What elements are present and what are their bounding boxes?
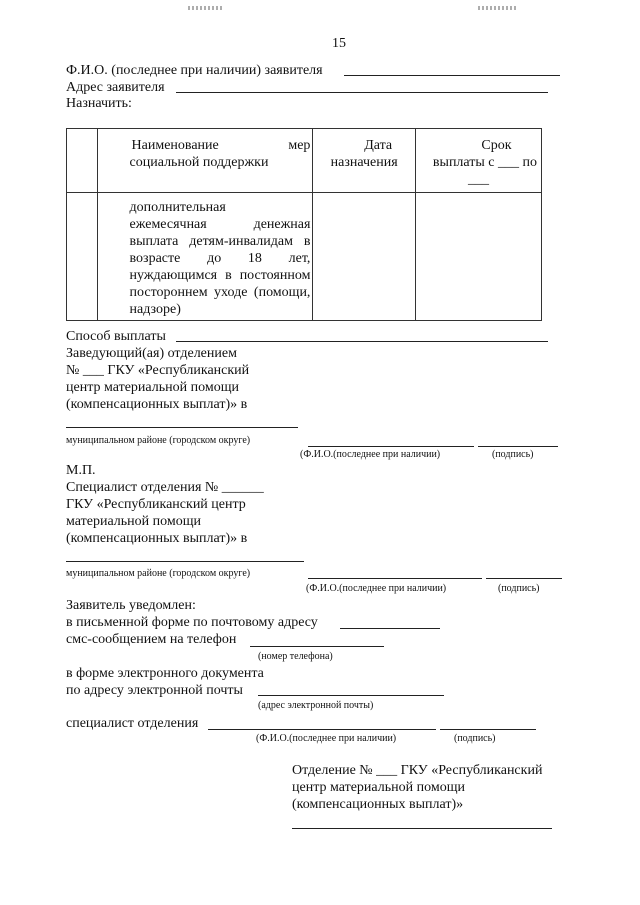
table-cell-empty xyxy=(67,193,98,321)
assign-label: Назначить: xyxy=(66,96,132,111)
head-sign-caption: (подпись) xyxy=(492,449,534,460)
specialist-fio-caption: (Ф.И.О.(последнее при наличии) xyxy=(306,583,447,594)
head-fio-caption: (Ф.И.О.(последнее при наличии) xyxy=(300,449,441,460)
header-date-text-2: назначения xyxy=(330,155,398,170)
head-line-3: центр материальной помощи xyxy=(66,380,239,395)
specialist-sign-caption: (подпись) xyxy=(498,583,540,594)
specialist-line-1: Специалист отделения № ______ xyxy=(66,480,264,495)
applicant-address-field[interactable] xyxy=(176,92,548,93)
specialist-line-4: (компенсационных выплат)» в xyxy=(66,531,248,546)
notification-edoc-label-1: в форме электронного документа xyxy=(66,666,264,681)
payment-method-label: Способ выплаты xyxy=(66,329,166,344)
head-line-2: № ___ ГКУ «Республиканский xyxy=(66,363,250,378)
head-district-field[interactable] xyxy=(66,427,298,428)
payment-method-field[interactable] xyxy=(176,341,548,342)
header-name-text: Наименование xyxy=(131,138,219,153)
table-cell-measure xyxy=(97,193,313,321)
notification-phone-field[interactable] xyxy=(250,646,384,647)
applicant-address-label: Адрес заявителя xyxy=(66,80,165,95)
head-sign-field[interactable] xyxy=(478,446,558,447)
table-cell-date[interactable] xyxy=(313,193,415,321)
notification-phone-caption: (номер телефона) xyxy=(258,651,333,662)
specialist-district-field[interactable] xyxy=(66,561,304,562)
head-fio-field[interactable] xyxy=(308,446,474,447)
table-header-row xyxy=(67,129,542,193)
specialist-line-2: ГКУ «Республиканский центр xyxy=(66,497,246,512)
page-number: 15 xyxy=(332,36,346,51)
notification-mail-field[interactable] xyxy=(340,628,440,629)
notification-email-caption: (адрес электронной почты) xyxy=(258,700,374,711)
header-date-text: Дата xyxy=(364,138,393,153)
header-term-text-2: выплаты с ___ по xyxy=(432,155,537,170)
table-cell-term[interactable] xyxy=(415,193,541,321)
notification-sign-caption: (подпись) xyxy=(454,733,496,744)
notification-specialist-label: специалист отделения xyxy=(66,716,199,731)
notification-email-field[interactable] xyxy=(258,695,444,696)
header-name-text-2: социальной поддержки xyxy=(129,155,269,170)
scan-artifact-right xyxy=(478,6,516,10)
applicant-fio-label: Ф.И.О. (последнее при наличии) заявителя xyxy=(66,63,323,78)
applicant-fio-field[interactable] xyxy=(344,75,560,76)
table-header-empty xyxy=(67,129,98,193)
head-line-4: (компенсационных выплат)» в xyxy=(66,397,248,412)
head-district-label: муниципальном районе (городском округе) xyxy=(66,435,251,446)
footer-line-2: центр материальной помощи xyxy=(292,780,465,795)
notification-sms-label: смс-сообщением на телефон xyxy=(66,632,237,647)
table-header-term xyxy=(415,129,541,193)
measure-text-1: дополнительная xyxy=(129,200,226,215)
header-name-text-b: мер xyxy=(288,138,311,153)
table-header-name xyxy=(97,129,313,193)
specialist-fio-field[interactable] xyxy=(308,578,482,579)
measures-table xyxy=(66,128,542,321)
footer-line-3: (компенсационных выплат)» xyxy=(292,797,464,812)
measure-text-2: ежемесячная денежная выплата детям-инвалидам в возрасте до 18 лет, нуждающимся в постоянном постороннем уходе (помощи, надзоре) xyxy=(129,217,311,317)
specialist-line-3: материальной помощи xyxy=(66,514,201,529)
specialist-district-label: муниципальном районе (городском округе) xyxy=(66,568,251,579)
notification-sign-field[interactable] xyxy=(440,729,536,730)
specialist-sign-field[interactable] xyxy=(486,578,562,579)
notification-fio-caption: (Ф.И.О.(последнее при наличии) xyxy=(256,733,397,744)
header-term-text-3: ___ xyxy=(467,172,489,187)
head-line-1: Заведующий(ая) отделением xyxy=(66,346,237,361)
stamp-place-label: М.П. xyxy=(66,463,96,478)
notification-fio-field[interactable] xyxy=(208,729,436,730)
table-row xyxy=(67,193,542,321)
header-term-text: Срок xyxy=(481,138,512,153)
footer-field[interactable] xyxy=(292,828,552,829)
footer-line-1: Отделение № ___ ГКУ «Республиканский xyxy=(292,763,543,778)
notification-title: Заявитель уведомлен: xyxy=(66,598,196,613)
table-header-date xyxy=(313,129,415,193)
notification-mail-label: в письменной форме по почтовому адресу xyxy=(66,615,318,630)
scan-artifact-left xyxy=(188,6,224,10)
notification-edoc-label-2: по адресу электронной почты xyxy=(66,683,243,698)
